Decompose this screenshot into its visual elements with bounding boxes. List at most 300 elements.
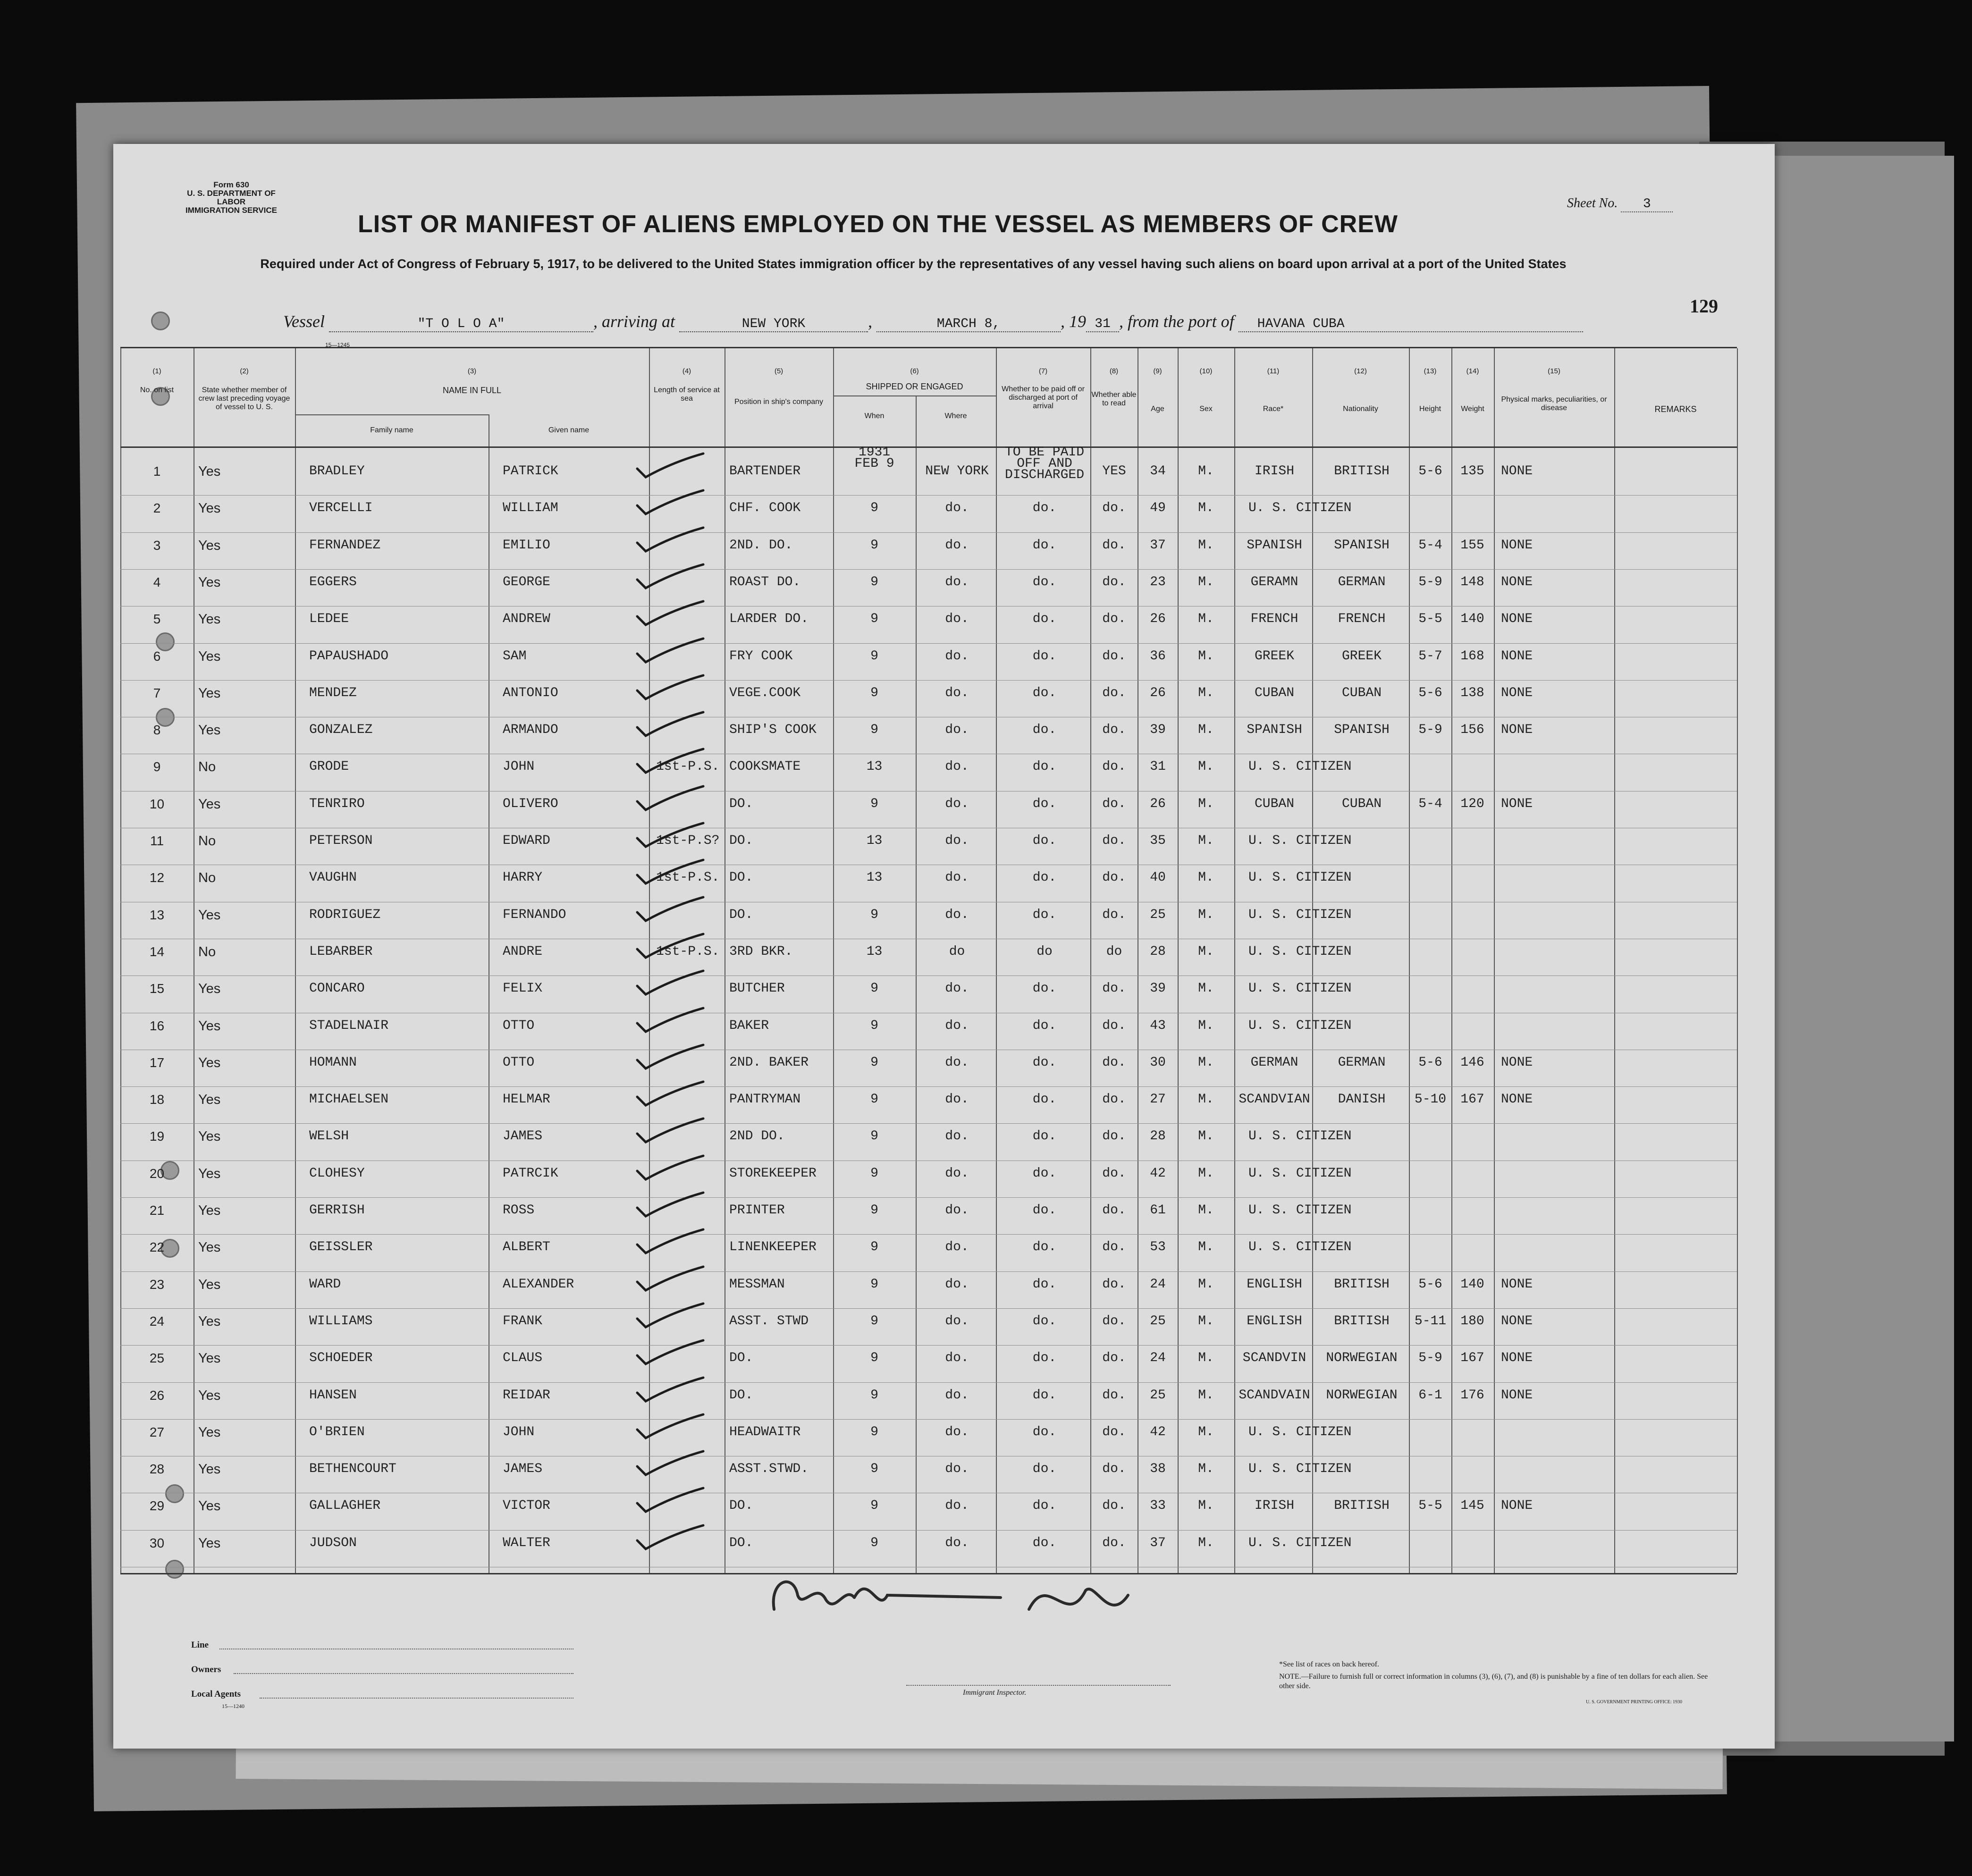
- footer-owners-field: [234, 1673, 573, 1674]
- cell-marks: NONE: [1501, 574, 1533, 589]
- cell-given: ALEXANDER: [503, 1277, 574, 1292]
- cell-nat: BRITISH: [1334, 1313, 1390, 1329]
- col-number: (4): [682, 367, 691, 375]
- cell-age: 25: [1150, 1313, 1166, 1329]
- checkmark-icon: [632, 1447, 708, 1481]
- vessel-line: Vessel "T O L O A" , arriving at NEW YORK , MARCH 8, , 19 31 , from the port of HAVANA CUBA: [283, 311, 1583, 332]
- row-rule: [120, 1345, 1737, 1346]
- footer-agents-field: [260, 1698, 573, 1699]
- cell-where: do.: [945, 538, 969, 553]
- cell-given: SAM: [503, 648, 527, 664]
- row-rule: [120, 1382, 1737, 1383]
- checkmark-icon: [632, 1484, 708, 1517]
- header-race: Race*: [1263, 405, 1284, 413]
- cell-sex: M.: [1198, 907, 1214, 922]
- cell-prev: Yes: [198, 685, 221, 701]
- cell-paid: do.: [1032, 1462, 1057, 1477]
- cell-marks: NONE: [1501, 612, 1533, 627]
- cell-race: CUBAN: [1254, 796, 1294, 811]
- cell-age: 28: [1150, 1129, 1166, 1144]
- cell-nat: CUBAN: [1341, 685, 1382, 700]
- row-rule: [120, 1308, 1737, 1309]
- cell-age: 24: [1150, 1351, 1166, 1366]
- cell-family: VERCELLI: [309, 501, 373, 516]
- col-number: (14): [1466, 367, 1479, 375]
- cell-when: 13: [866, 870, 883, 885]
- cell-position: BUTCHER: [729, 981, 785, 996]
- cell-marks: NONE: [1501, 1313, 1533, 1329]
- cell-given: JOHN: [503, 759, 535, 774]
- cell-given: HARRY: [503, 870, 543, 885]
- cell-age: 38: [1150, 1462, 1166, 1477]
- header-name-in-full: NAME IN FULL: [442, 386, 502, 395]
- cell-sex: M.: [1198, 464, 1214, 479]
- cell-paid: do.: [1032, 1277, 1057, 1292]
- cell-age: 34: [1150, 464, 1166, 479]
- cell-marks: NONE: [1501, 796, 1533, 811]
- cell-sex: M.: [1198, 1535, 1214, 1550]
- cell-sex: M.: [1198, 612, 1214, 627]
- cell-height: 5-7: [1418, 648, 1442, 664]
- cell-race: U. S. CITIZEN: [1248, 1535, 1352, 1550]
- cell-when: 9: [870, 1092, 878, 1107]
- footer-agents-label: Local Agents: [191, 1689, 241, 1699]
- cell-where: NEW YORK: [925, 464, 989, 479]
- row-rule: [120, 532, 1737, 533]
- cell-given: REIDAR: [503, 1388, 550, 1403]
- header-age: Age: [1151, 405, 1164, 413]
- cell-where: do.: [945, 612, 969, 627]
- cell-paid: do.: [1032, 1424, 1057, 1439]
- cell-position: PANTRYMAN: [729, 1092, 801, 1107]
- cell-read: do.: [1102, 907, 1126, 922]
- cell-age: 26: [1150, 685, 1166, 700]
- checkmark-icon: [632, 561, 708, 594]
- row-rule: [120, 495, 1737, 496]
- cell-race: U. S. CITIZEN: [1248, 1129, 1352, 1144]
- cell-age: 61: [1150, 1203, 1166, 1218]
- checkmark-icon: [632, 1263, 708, 1296]
- cell-when: 9: [870, 981, 878, 996]
- header-previous-voyage: State whether member of crew last preceding voyage of vessel to U. S.: [198, 386, 290, 411]
- page-subtitle: Required under Act of Congress of February 5, 1917, to be delivered to the United States immigration officer by the representatives of any vessel having such aliens on board upon arrival at a port of the United States: [260, 257, 1567, 271]
- cell-paid: do.: [1032, 833, 1057, 848]
- cell-race: SCANDVIN: [1242, 1351, 1306, 1366]
- cell-family: JUDSON: [309, 1535, 357, 1550]
- cell-family: BRADLEY: [309, 464, 365, 479]
- cell-prev: No: [198, 833, 216, 849]
- cell-when: 9: [870, 1498, 878, 1514]
- cell-given: EMILIO: [503, 538, 550, 553]
- cell-weight: 135: [1460, 464, 1484, 479]
- col-number: (6): [910, 367, 919, 375]
- cell-no: 17: [149, 1055, 165, 1070]
- cell-age: 26: [1150, 796, 1166, 811]
- cell-position: DO.: [729, 870, 753, 885]
- cell-family: WELSH: [309, 1129, 349, 1144]
- cell-when: 9: [870, 1313, 878, 1329]
- checkmark-icon: [632, 1004, 708, 1037]
- cell-prev: Yes: [198, 1313, 221, 1329]
- cell-height: 6-1: [1418, 1388, 1442, 1403]
- cell-age: 53: [1150, 1240, 1166, 1255]
- row-rule: [120, 1123, 1737, 1124]
- cell-service: 1st-P.S?: [656, 833, 720, 848]
- cell-position: CHF. COOK: [729, 501, 801, 516]
- cell-when: 9: [870, 612, 878, 627]
- checkmark-icon: [632, 635, 708, 668]
- col-number: (13): [1424, 367, 1437, 375]
- cell-sex: M.: [1198, 833, 1214, 848]
- cell-family: GONZALEZ: [309, 723, 373, 738]
- cell-read: do.: [1102, 1277, 1126, 1292]
- row-rule: [120, 1419, 1737, 1420]
- sheet-value: 3: [1621, 197, 1673, 212]
- cell-nat: GERMAN: [1338, 574, 1386, 589]
- cell-no: 2: [153, 501, 161, 516]
- cell-prev: Yes: [198, 1498, 221, 1514]
- cell-height: 5-6: [1418, 685, 1442, 700]
- cell-marks: NONE: [1501, 685, 1533, 700]
- from-label: , from the port of: [1119, 312, 1234, 331]
- row-rule: [120, 1271, 1737, 1272]
- cell-family: GERRISH: [309, 1203, 365, 1218]
- cell-sex: M.: [1198, 501, 1214, 516]
- cell-race: IRISH: [1254, 1498, 1294, 1514]
- cell-weight: 180: [1460, 1313, 1484, 1329]
- cell-prev: Yes: [198, 723, 221, 738]
- cell-marks: NONE: [1501, 538, 1533, 553]
- row-rule: [120, 680, 1737, 681]
- cell-paid: do.: [1032, 574, 1057, 589]
- cell-paid: do.: [1032, 1240, 1057, 1255]
- col-number: (8): [1109, 367, 1119, 375]
- cell-no: 10: [149, 796, 165, 811]
- footer-line-label: Line: [191, 1640, 209, 1650]
- cell-given: JOHN: [503, 1424, 535, 1439]
- cell-read: do.: [1102, 870, 1126, 885]
- cell-where: do.: [945, 1166, 969, 1181]
- cell-age: 49: [1150, 501, 1166, 516]
- cell-weight: 155: [1460, 538, 1484, 553]
- cell-paid: do.: [1032, 1092, 1057, 1107]
- cell-given: ROSS: [503, 1203, 535, 1218]
- cell-given: EDWARD: [503, 833, 550, 848]
- cell-position: BAKER: [729, 1018, 769, 1033]
- cell-family: GALLAGHER: [309, 1498, 381, 1514]
- cell-when: 9: [870, 538, 878, 553]
- cell-read: do.: [1102, 1498, 1126, 1514]
- cell-position: DO.: [729, 796, 753, 811]
- col-number: (10): [1199, 367, 1213, 375]
- cell-no: 16: [149, 1018, 165, 1033]
- cell-prev: Yes: [198, 1535, 221, 1551]
- cell-when: 9: [870, 1424, 878, 1439]
- cell-read: do.: [1102, 1462, 1126, 1477]
- cell-family: SCHOEDER: [309, 1351, 373, 1366]
- cell-where: do.: [945, 1277, 969, 1292]
- cell-read: do.: [1102, 1092, 1126, 1107]
- cell-paid: do.: [1032, 1351, 1057, 1366]
- cell-given: GEORGE: [503, 574, 550, 589]
- row-rule: [120, 1234, 1737, 1235]
- cell-family: MENDEZ: [309, 685, 357, 700]
- cell-weight: 156: [1460, 723, 1484, 738]
- sheet-label: Sheet No.: [1567, 196, 1618, 210]
- cell-position: DO.: [729, 833, 753, 848]
- cell-prev: Yes: [198, 648, 221, 664]
- penalty-note: NOTE.—Failure to furnish full or correct information in columns (3), (6), (7), and (8) is punishable by a fine of ten dollars for each alien. See other side.: [1279, 1673, 1708, 1690]
- cell-weight: 167: [1460, 1351, 1484, 1366]
- form-identifier: Form 630 U. S. DEPARTMENT OF LABOR IMMIGRATION SERVICE: [185, 180, 277, 215]
- cell-family: WARD: [309, 1277, 341, 1292]
- cell-read: do.: [1102, 723, 1126, 738]
- cell-prev: No: [198, 759, 216, 775]
- cell-where: do.: [945, 1351, 969, 1366]
- cell-given: PATRICK: [503, 464, 558, 479]
- cell-prev: Yes: [198, 1203, 221, 1218]
- cell-marks: NONE: [1501, 1351, 1533, 1366]
- cell-prev: Yes: [198, 1018, 221, 1034]
- checkmark-icon: [632, 819, 708, 852]
- cell-prev: Yes: [198, 574, 221, 590]
- cell-position: BARTENDER: [729, 464, 801, 479]
- cell-where: do.: [945, 1055, 969, 1070]
- row-rule: [120, 1086, 1737, 1087]
- cell-marks: NONE: [1501, 723, 1533, 738]
- cell-position: VEGE.COOK: [729, 685, 801, 700]
- cell-when: 9: [870, 1129, 878, 1144]
- cell-read: do.: [1102, 796, 1126, 811]
- cell-given: WALTER: [503, 1535, 550, 1550]
- cell-read: do.: [1102, 648, 1126, 664]
- cell-no: 11: [150, 833, 164, 848]
- cell-height: 5-10: [1414, 1092, 1447, 1107]
- cell-age: 30: [1150, 1055, 1166, 1070]
- cell-family: CLOHESY: [309, 1166, 365, 1181]
- cell-race: SCANDVAIN: [1239, 1388, 1310, 1403]
- cell-weight: 120: [1460, 796, 1484, 811]
- cell-race: IRISH: [1254, 464, 1294, 479]
- cell-given: FRANK: [503, 1313, 543, 1329]
- cell-sex: M.: [1198, 1313, 1214, 1329]
- cell-race: SPANISH: [1247, 538, 1302, 553]
- checkmark-icon: [632, 597, 708, 631]
- cell-no: 8: [153, 723, 161, 738]
- checkmark-icon: [632, 745, 708, 778]
- cell-where: do.: [945, 833, 969, 848]
- cell-prev: Yes: [198, 1277, 221, 1292]
- cell-when: 9: [870, 501, 878, 516]
- cell-given: ANDRE: [503, 944, 543, 959]
- row-rule: [120, 1530, 1737, 1531]
- cell-service: 1st-P.S.: [656, 944, 720, 959]
- checkmark-icon: [632, 1522, 708, 1555]
- checkmark-icon: [632, 1189, 708, 1222]
- checkmark-icon: [632, 1041, 708, 1074]
- cell-race: ENGLISH: [1247, 1277, 1302, 1292]
- cell-service: 1st-P.S.: [656, 759, 720, 774]
- cell-when: 13: [866, 759, 883, 774]
- cell-read: do.: [1102, 1313, 1126, 1329]
- checkmark-icon: [632, 487, 708, 520]
- checkmark-icon: [632, 672, 708, 705]
- cell-family: WILLIAMS: [309, 1313, 373, 1329]
- cell-weight: 138: [1460, 685, 1484, 700]
- cell-family: GEISSLER: [309, 1240, 373, 1255]
- cell-marks: NONE: [1501, 464, 1533, 479]
- cell-where: do.: [945, 723, 969, 738]
- cell-sex: M.: [1198, 870, 1214, 885]
- checkmark-icon: [632, 1115, 708, 1148]
- cell-where: do.: [945, 1092, 969, 1107]
- manifest-sheet: [113, 144, 1775, 1749]
- cell-height: 5-5: [1418, 1498, 1442, 1514]
- cell-when: 9: [870, 1166, 878, 1181]
- races-note: *See list of races on back hereof.: [1279, 1660, 1379, 1668]
- cell-where: do.: [945, 1313, 969, 1329]
- checkmark-icon: [632, 450, 708, 483]
- cell-race: SPANISH: [1247, 723, 1302, 738]
- cell-no: 21: [149, 1203, 165, 1218]
- cell-where: do.: [945, 1240, 969, 1255]
- header-weight: Weight: [1461, 405, 1484, 413]
- cell-race: U. S. CITIZEN: [1248, 1462, 1352, 1477]
- cell-nat: NORWEGIAN: [1326, 1388, 1398, 1403]
- cell-paid: do.: [1032, 1166, 1057, 1181]
- header-given-name: Given name: [548, 426, 590, 434]
- cell-prev: Yes: [198, 1388, 221, 1403]
- cell-where: do: [949, 944, 965, 959]
- cell-weight: 148: [1460, 574, 1484, 589]
- cell-height: 5-4: [1418, 796, 1442, 811]
- cell-prev: Yes: [198, 1055, 221, 1070]
- cell-height: 5-6: [1418, 1055, 1442, 1070]
- cell-nat: DANISH: [1338, 1092, 1386, 1107]
- cell-race: U. S. CITIZEN: [1248, 1424, 1352, 1439]
- cell-where: do.: [945, 1388, 969, 1403]
- cell-race: U. S. CITIZEN: [1248, 1203, 1352, 1218]
- cell-paid: do.: [1032, 1129, 1057, 1144]
- cell-paid: do.: [1032, 723, 1057, 738]
- cell-paid: do.: [1032, 1388, 1057, 1403]
- cell-family: TENRIRO: [309, 796, 365, 811]
- checkmark-icon: [632, 1226, 708, 1259]
- cell-nat: CUBAN: [1341, 796, 1382, 811]
- col-number: (2): [240, 367, 249, 375]
- cell-where: do.: [945, 1462, 969, 1477]
- cell-position: HEADWAITR: [729, 1424, 801, 1439]
- cell-family: HANSEN: [309, 1388, 357, 1403]
- cell-where: do.: [945, 685, 969, 700]
- col-number: (3): [467, 367, 477, 375]
- cell-marks: NONE: [1501, 1092, 1533, 1107]
- cell-weight: 176: [1460, 1388, 1484, 1403]
- col-number: (11): [1267, 367, 1280, 375]
- arriving-label: , arriving at: [593, 312, 675, 331]
- inspector-signature-line: [906, 1685, 1171, 1686]
- cell-family: CONCARO: [309, 981, 365, 996]
- cell-read: do: [1106, 944, 1122, 959]
- cell-no: 26: [149, 1388, 165, 1403]
- cell-family: MICHAELSEN: [309, 1092, 389, 1107]
- cell-read: do.: [1102, 501, 1126, 516]
- cell-read: do.: [1102, 1018, 1126, 1033]
- cell-prev: No: [198, 944, 216, 959]
- cell-paid: do.: [1032, 981, 1057, 996]
- cell-when: 9: [870, 1277, 878, 1292]
- cell-nat: FRENCH: [1338, 612, 1386, 627]
- cell-when: 9: [870, 1388, 878, 1403]
- checkmark-icon: [632, 1300, 708, 1333]
- row-rule: [120, 1197, 1737, 1198]
- cell-position: PRINTER: [729, 1203, 785, 1218]
- cell-nat: BRITISH: [1334, 1498, 1390, 1514]
- year-prefix: 19: [1069, 312, 1086, 331]
- cell-position: DO.: [729, 907, 753, 922]
- cell-race: U. S. CITIZEN: [1248, 944, 1352, 959]
- cell-where: do.: [945, 501, 969, 516]
- cell-age: 27: [1150, 1092, 1166, 1107]
- cell-age: 40: [1150, 870, 1166, 885]
- cell-family: FERNANDEZ: [309, 538, 381, 553]
- checkmark-icon: [632, 930, 708, 963]
- crew-table: [120, 342, 1737, 1574]
- arrival-date: MARCH 8,: [876, 317, 1061, 332]
- cell-race: U. S. CITIZEN: [1248, 1166, 1352, 1181]
- checkmark-icon: [632, 893, 708, 926]
- cell-where: do.: [945, 870, 969, 885]
- cell-no: 13: [149, 907, 165, 922]
- cell-paid: do.: [1032, 1018, 1057, 1033]
- cell-race: ENGLISH: [1247, 1313, 1302, 1329]
- cell-where: do.: [945, 759, 969, 774]
- cell-read: do.: [1102, 759, 1126, 774]
- stamped-page-number: 129: [1690, 295, 1718, 317]
- cell-paid: do.: [1032, 1313, 1057, 1329]
- cell-given: OLIVERO: [503, 796, 558, 811]
- cell-age: 31: [1150, 759, 1166, 774]
- cell-position: COOKSMATE: [729, 759, 801, 774]
- cell-sex: M.: [1198, 981, 1214, 996]
- checkmark-icon: [632, 524, 708, 557]
- cell-given: ANDREW: [503, 612, 550, 627]
- checkmark-icon: [632, 782, 708, 816]
- cell-given: ARMANDO: [503, 723, 558, 738]
- cell-no: 24: [149, 1313, 165, 1329]
- cell-weight: 167: [1460, 1092, 1484, 1107]
- cell-given: PATRCIK: [503, 1166, 558, 1181]
- small-code: 15—1245: [325, 342, 350, 348]
- cell-race: U. S. CITIZEN: [1248, 907, 1352, 922]
- cell-read: do.: [1102, 538, 1126, 553]
- cell-no: 9: [153, 759, 161, 774]
- cell-position: FRY COOK: [729, 648, 793, 664]
- cell-race: CUBAN: [1254, 685, 1294, 700]
- cell-when: 9: [870, 1240, 878, 1255]
- cell-height: 5-4: [1418, 538, 1442, 553]
- cell-no: 20: [149, 1166, 165, 1181]
- cell-age: 42: [1150, 1424, 1166, 1439]
- cell-paid: do.: [1032, 612, 1057, 627]
- header-remarks: REMARKS: [1654, 404, 1697, 414]
- cell-paid: do.: [1032, 501, 1057, 516]
- cell-no: 22: [149, 1240, 165, 1255]
- col-number: (12): [1354, 367, 1367, 375]
- cell-given: FERNANDO: [503, 907, 566, 922]
- cell-weight: 140: [1460, 1277, 1484, 1292]
- cell-paid: do.: [1032, 1535, 1057, 1550]
